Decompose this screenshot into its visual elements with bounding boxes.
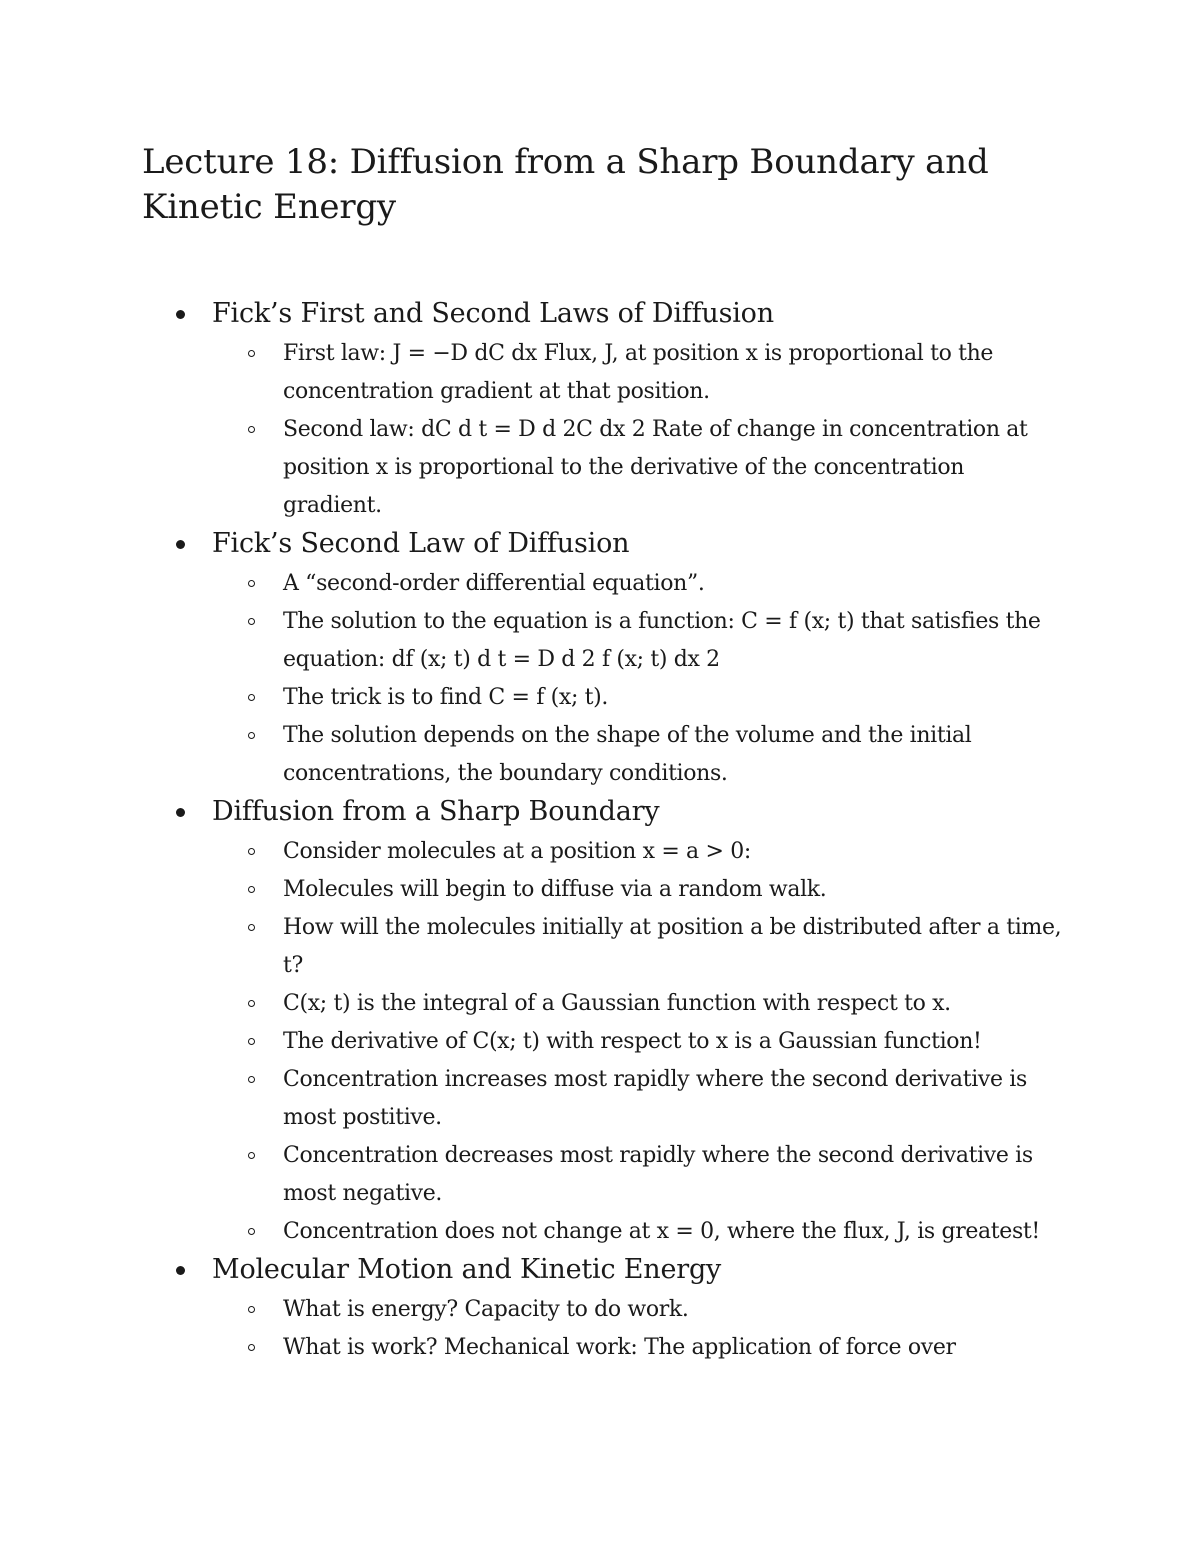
hollow-bullet-icon bbox=[248, 1344, 255, 1351]
section-heading-text: Diffusion from a Sharp Boundary bbox=[212, 796, 660, 827]
hollow-bullet-icon bbox=[248, 1038, 255, 1045]
filled-bullet-icon bbox=[176, 1266, 185, 1275]
list-item bbox=[283, 335, 1063, 411]
list-item-text: A “second-order differential equation”. bbox=[283, 571, 705, 596]
lecture-outline bbox=[0, 295, 1200, 1367]
list-item bbox=[283, 909, 1063, 985]
list-item-text: First law: J = −D dC dx Flux, J, at position x is proportional to the concentration gradient at that position. bbox=[283, 341, 994, 404]
list-item bbox=[283, 985, 1063, 1023]
section-sharp-boundary bbox=[0, 793, 1200, 1251]
list-item-text: Molecules will begin to diffuse via a random walk. bbox=[283, 877, 827, 902]
hollow-bullet-icon bbox=[248, 694, 255, 701]
sub-bullet-list bbox=[0, 1291, 1200, 1367]
list-item-text: Second law: dC d t = D d 2C dx 2 Rate of change in concentration at position x is proportional to the derivative of the concentration gradient. bbox=[283, 417, 1028, 518]
sub-bullet-list bbox=[0, 833, 1200, 1251]
section-heading bbox=[212, 793, 1200, 833]
sub-bullet-list bbox=[0, 335, 1200, 525]
list-item bbox=[283, 1023, 1063, 1061]
section-kinetic-energy bbox=[0, 1251, 1200, 1367]
hollow-bullet-icon bbox=[248, 886, 255, 893]
filled-bullet-icon bbox=[176, 310, 185, 319]
filled-bullet-icon bbox=[176, 808, 185, 817]
list-item bbox=[283, 1061, 1063, 1137]
section-heading bbox=[212, 295, 1200, 335]
list-item-text: The trick is to find C = f (x; t). bbox=[283, 685, 609, 710]
list-item-text: C(x; t) is the integral of a Gaussian function with respect to x. bbox=[283, 991, 951, 1016]
list-item bbox=[283, 679, 1063, 717]
list-item-text: The derivative of C(x; t) with respect to x is a Gaussian function! bbox=[283, 1029, 982, 1054]
hollow-bullet-icon bbox=[248, 1000, 255, 1007]
filled-bullet-icon bbox=[176, 540, 185, 549]
list-item bbox=[283, 1291, 1063, 1329]
hollow-bullet-icon bbox=[248, 1228, 255, 1235]
hollow-bullet-icon bbox=[248, 426, 255, 433]
list-item-text: How will the molecules initially at position a be distributed after a time, t? bbox=[283, 915, 1062, 978]
hollow-bullet-icon bbox=[248, 1306, 255, 1313]
hollow-bullet-icon bbox=[248, 1152, 255, 1159]
list-item bbox=[283, 565, 1063, 603]
section-heading bbox=[212, 1251, 1200, 1291]
list-item-text: Concentration increases most rapidly where the second derivative is most postitive. bbox=[283, 1067, 1027, 1130]
hollow-bullet-icon bbox=[248, 350, 255, 357]
list-item-text: The solution to the equation is a function: C = f (x; t) that satisfies the equation: df (x; t) d t = D d 2 f (x; t) dx 2 bbox=[283, 609, 1041, 672]
section-heading-text: Molecular Motion and Kinetic Energy bbox=[212, 1254, 722, 1285]
sub-bullet-list bbox=[0, 565, 1200, 793]
section-heading bbox=[212, 525, 1200, 565]
list-item bbox=[283, 1329, 1063, 1367]
list-item-text: Concentration decreases most rapidly where the second derivative is most negative. bbox=[283, 1143, 1033, 1206]
hollow-bullet-icon bbox=[248, 848, 255, 855]
list-item bbox=[283, 717, 1063, 793]
list-item bbox=[283, 603, 1063, 679]
hollow-bullet-icon bbox=[248, 580, 255, 587]
section-heading-text: Fick’s First and Second Laws of Diffusion bbox=[212, 298, 774, 329]
list-item bbox=[283, 871, 1063, 909]
hollow-bullet-icon bbox=[248, 732, 255, 739]
hollow-bullet-icon bbox=[248, 924, 255, 931]
page-title: Lecture 18: Diffusion from a Sharp Boundary and Kinetic Energy bbox=[142, 142, 989, 227]
list-item-text: Concentration does not change at x = 0, where the flux, J, is greatest! bbox=[283, 1219, 1040, 1244]
list-item bbox=[283, 833, 1063, 871]
section-ficks-laws bbox=[0, 295, 1200, 525]
list-item bbox=[283, 411, 1063, 525]
list-item bbox=[283, 1213, 1063, 1251]
list-item-text: What is work? Mechanical work: The application of force over bbox=[283, 1335, 956, 1360]
list-item-text: Consider molecules at a position x = a > 0: bbox=[283, 839, 751, 864]
section-ficks-second-law bbox=[0, 525, 1200, 793]
section-heading-text: Fick’s Second Law of Diffusion bbox=[212, 528, 630, 559]
list-item bbox=[283, 1137, 1063, 1213]
hollow-bullet-icon bbox=[248, 618, 255, 625]
list-item-text: What is energy? Capacity to do work. bbox=[283, 1297, 689, 1322]
hollow-bullet-icon bbox=[248, 1076, 255, 1083]
list-item-text: The solution depends on the shape of the volume and the initial concentrations, the boundary conditions. bbox=[283, 723, 972, 786]
